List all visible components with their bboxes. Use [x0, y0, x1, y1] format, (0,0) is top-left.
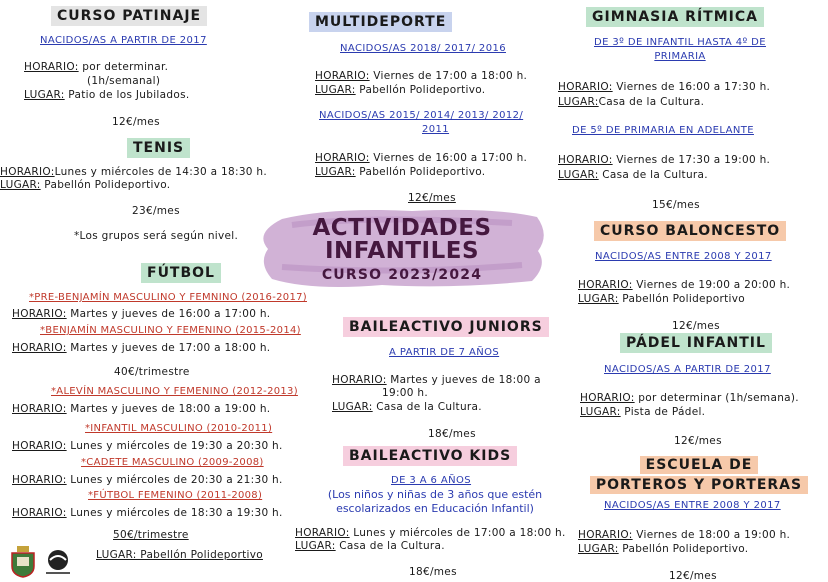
- center-title-line1: ACTIVIDADES: [312, 215, 492, 241]
- gimnasia-lugar2: LUGAR: Casa de la Cultura.: [558, 169, 708, 181]
- juniors-lugar: LUGAR: Casa de la Cultura.: [332, 401, 482, 413]
- tenis-horario: HORARIO:Lunes y miércoles de 14:30 a 18:30 h.: [0, 166, 268, 178]
- kids-horario: HORARIO: Lunes y miércoles de 17:00 a 18:00 h.: [295, 527, 566, 539]
- futbol-group-horario: HORARIO: Martes y jueves de 18:00 a 19:00 h.: [12, 403, 271, 415]
- kids-title: BAILEACTIVO KIDS: [343, 446, 517, 466]
- multideporte-horario1: HORARIO: Viernes de 17:00 a 18:00 h.: [315, 70, 528, 82]
- juniors-age: A PARTIR DE 7 AÑOS: [389, 347, 500, 358]
- gimnasia-title: GIMNASIA RÍTMICA: [586, 7, 764, 27]
- padel-age: NACIDOS/AS A PARTIR DE 2017: [604, 364, 771, 375]
- multideporte-lugar1: LUGAR: Pabellón Polideportivo.: [315, 84, 486, 96]
- futbol-group-horario: HORARIO: Lunes y miércoles de 19:30 a 20:30 h.: [12, 440, 283, 452]
- futbol-price-mid: 40€/trimestre: [114, 366, 190, 378]
- gimnasia-age1: DE 3º DE INFANTIL HASTA 4º DE: [594, 37, 766, 48]
- futbol-group-name: *CADETE MASCULINO (2009-2008): [81, 457, 264, 468]
- futbol-group-horario: HORARIO: Martes y jueves de 16:00 a 17:00 h.: [12, 308, 271, 320]
- tenis-price: 23€/mes: [132, 205, 180, 217]
- patinaje-horario-note: (1h/semanal): [87, 75, 161, 87]
- gimnasia-lugar1: LUGAR:Casa de la Cultura.: [558, 96, 705, 108]
- gimnasia-horario1: HORARIO: Viernes de 16:00 a 17:30 h.: [558, 81, 771, 93]
- patinaje-age: NACIDOS/AS A PARTIR DE 2017: [40, 35, 207, 46]
- futbol-group-name: *FÚTBOL FEMENINO (2011-2008): [88, 490, 263, 501]
- futbol-title: FÚTBOL: [141, 263, 221, 283]
- patinaje-horario: HORARIO: por determinar.: [24, 61, 169, 73]
- baloncesto-price: 12€/mes: [672, 320, 720, 332]
- municipal-shield-logo: [10, 546, 36, 578]
- gimnasia-age2: DE 5º DE PRIMARIA EN ADELANTE: [572, 125, 754, 136]
- porteros-title: ESCUELA DE PORTEROS Y PORTERAS: [576, 454, 822, 494]
- futbol-group-name: *INFANTIL MASCULINO (2010-2011): [85, 423, 273, 434]
- gimnasia-age1-cont: PRIMARIA: [654, 51, 706, 62]
- porteros-price: 12€/mes: [669, 570, 717, 582]
- juniors-horario-cont: 19:00 h.: [382, 387, 428, 399]
- center-title-line3: CURSO 2023/2024: [321, 267, 483, 283]
- baloncesto-horario: HORARIO: Viernes de 19:00 a 20:00 h.: [578, 279, 791, 291]
- futbol-group-name: *ALEVÍN MASCULINO Y FEMENINO (2012-2013): [51, 386, 298, 397]
- multideporte-lugar2: LUGAR: Pabellón Polideportivo.: [315, 166, 486, 178]
- patinaje-price: 12€/mes: [112, 116, 160, 128]
- futbol-group-horario: HORARIO: Lunes y miércoles de 18:30 a 19:30 h.: [12, 507, 283, 519]
- tenis-title: TENIS: [127, 138, 190, 158]
- padel-price: 12€/mes: [674, 435, 722, 447]
- tenis-lugar: LUGAR: Pabellón Polideportivo.: [0, 179, 171, 191]
- multideporte-age2-cont: 2011: [422, 124, 450, 135]
- futbol-price-bottom: 50€/trimestre: [113, 529, 189, 541]
- center-title-line2: INFANTILES: [324, 238, 480, 264]
- multideporte-age2: NACIDOS/AS 2015/ 2014/ 2013/ 2012/: [319, 110, 524, 121]
- juniors-title: BAILEACTIVO JUNIORS: [343, 317, 549, 337]
- kids-note: (Los niños y niñas de 3 años que estén escolarizados en Educación Infantil): [327, 488, 543, 515]
- porteros-age: NACIDOS/AS ENTRE 2008 Y 2017: [604, 500, 781, 511]
- padel-lugar: LUGAR: Pista de Pádel.: [580, 406, 706, 418]
- multideporte-age1: NACIDOS/AS 2018/ 2017/ 2016: [340, 43, 506, 54]
- center-title-blob: [252, 205, 552, 291]
- multideporte-horario2: HORARIO: Viernes de 16:00 a 17:00 h.: [315, 152, 528, 164]
- baloncesto-title: CURSO BALONCESTO: [594, 221, 786, 241]
- baloncesto-lugar: LUGAR: Pabellón Polideportivo: [578, 293, 745, 305]
- patinaje-title: CURSO PATINAJE: [51, 6, 207, 26]
- futbol-group-horario: HORARIO: Lunes y miércoles de 20:30 a 21:30 h.: [12, 474, 283, 486]
- padel-title: PÁDEL INFANTIL: [620, 333, 772, 353]
- futbol-group-name: *BENJAMÍN MASCULINO Y FEMENINO (2015-2014): [40, 325, 301, 336]
- futbol-lugar: LUGAR: Pabellón Polideportivo: [96, 549, 263, 561]
- juniors-price: 18€/mes: [428, 428, 476, 440]
- kids-price: 18€/mes: [409, 566, 457, 578]
- multideporte-title: MULTIDEPORTE: [309, 12, 452, 32]
- baloncesto-age: NACIDOS/AS ENTRE 2008 Y 2017: [595, 251, 772, 262]
- padel-horario: HORARIO: por determinar (1h/semana).: [580, 392, 799, 404]
- juniors-horario: HORARIO: Martes y jueves de 18:00 a: [332, 374, 541, 386]
- gimnasia-horario2: HORARIO: Viernes de 17:30 a 19:00 h.: [558, 154, 771, 166]
- multideporte-price: 12€/mes: [408, 192, 456, 204]
- futbol-group-horario: HORARIO: Martes y jueves de 17:00 a 18:00 h.: [12, 342, 271, 354]
- kids-age: DE 3 A 6 AÑOS: [391, 475, 472, 486]
- porteros-horario: HORARIO: Viernes de 18:00 a 19:00 h.: [578, 529, 791, 541]
- porteros-lugar: LUGAR: Pabellón Polideportivo.: [578, 543, 749, 555]
- tenis-note: *Los grupos será según nivel.: [74, 230, 239, 242]
- futbol-group-name: *PRE-BENJAMÍN MASCULINO Y FEMNINO (2016-2017): [29, 292, 307, 303]
- sports-club-logo: [42, 548, 74, 576]
- gimnasia-price: 15€/mes: [652, 199, 700, 211]
- kids-lugar: LUGAR: Casa de la Cultura.: [295, 540, 445, 552]
- patinaje-lugar: LUGAR: Patio de los Jubilados.: [24, 89, 190, 101]
